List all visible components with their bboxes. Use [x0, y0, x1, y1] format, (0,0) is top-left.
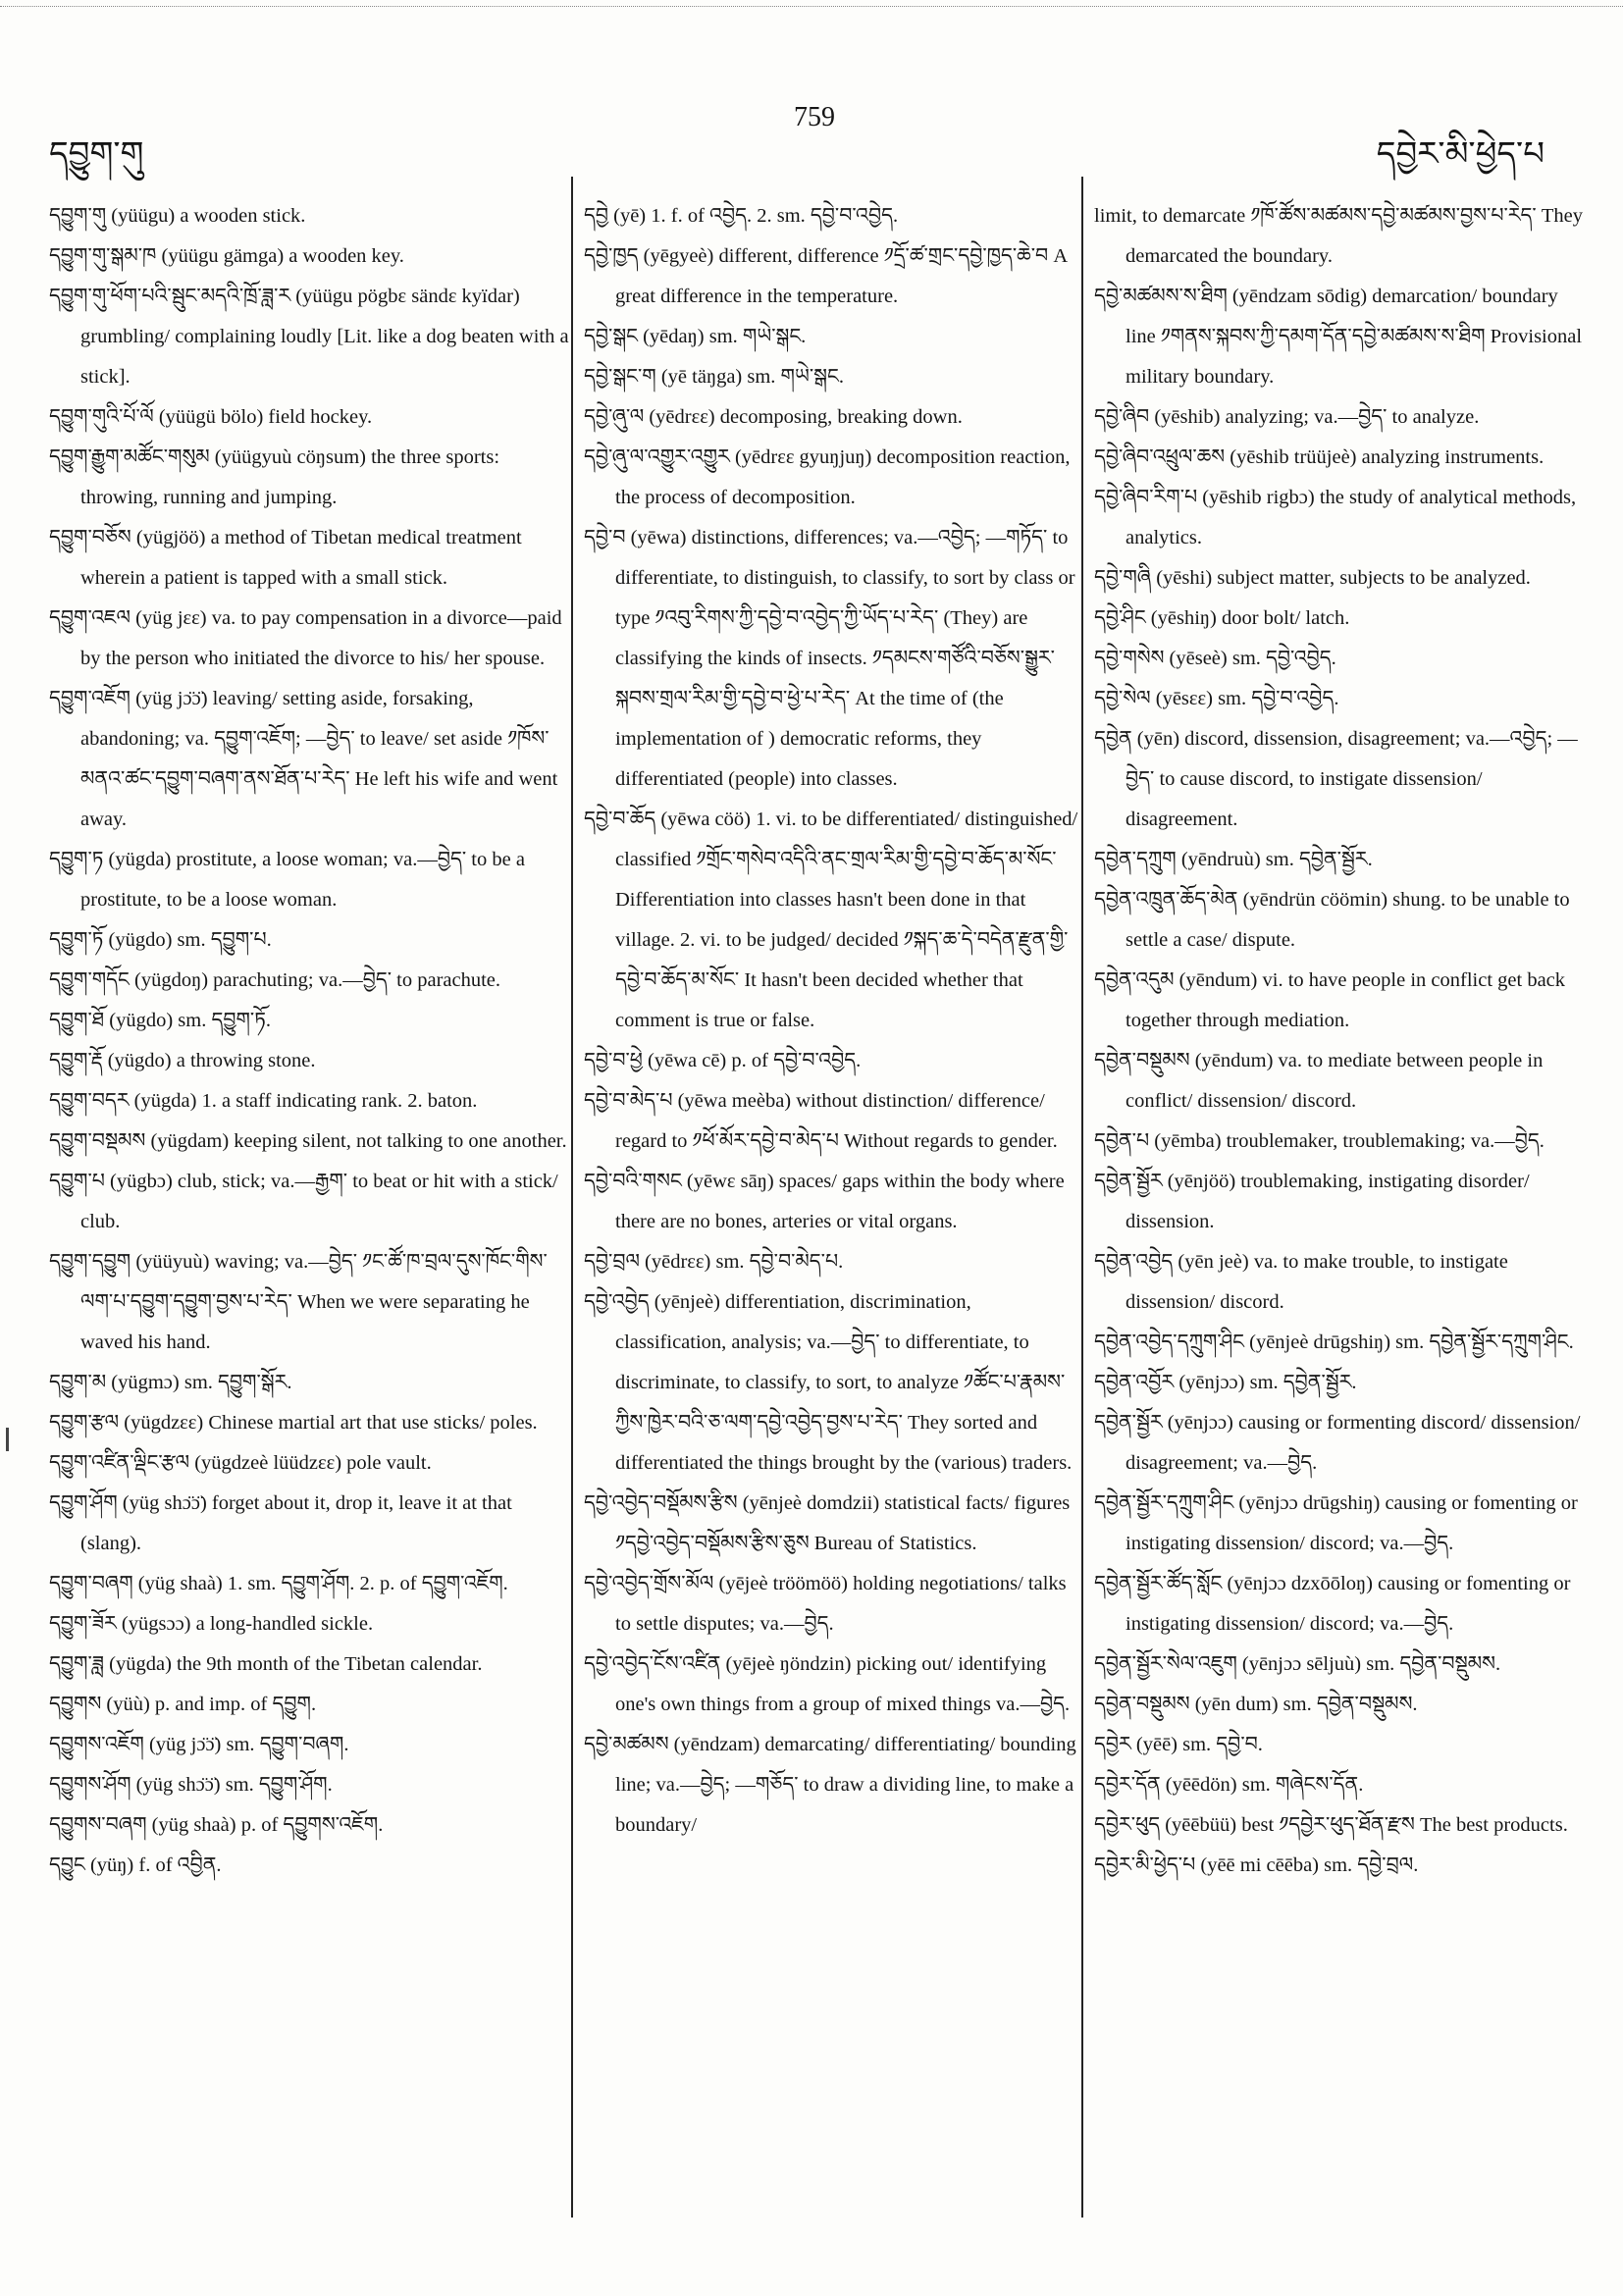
dictionary-entry: དབྱེན་དཀྲུག (yēndruù) sm. དབྱེན་སྦྱོར.	[1094, 849, 1373, 870]
dictionary-entry: དབྱེར་མི་ཕྱེད་པ (yēē mi cēēba) sm. དབྱེ་བྲལ.	[1094, 1854, 1419, 1876]
dictionary-entry: དབྱུག་འཛིན་ལྡིང་རྩལ (yügdzeè lüüdzɛɛ) pole vault.	[49, 1452, 432, 1474]
dictionary-entry: དབྱེར་དོན (yēēdön) sm. གཞེངས་དོན.	[1094, 1774, 1364, 1796]
dictionary-entry: དབྱེ་བ་ཆོད (yēwa cöö) 1. vi. to be differentiated/ distinguished/ classified ༡གྲོང་གསེབ་འདིའི་ནང་གྲལ་རིམ་གྱི་དབྱེ་བ་ཆོད་མ་སོང་ Differentiation into classes hasn't been done in that village. 2. vi. to be judged/ decided ༡སྐད་ཆ་དེ་བདེན་རྫུན་གྱི་དབྱེ་བ་ཆོད་མ་སོང་ It hasn't been decided whether that comment is true or false.	[584, 809, 1078, 1031]
dictionary-entry: དབྱེ་གཞི (yēshi) subject matter, subjects to be analyzed.	[1094, 567, 1531, 589]
dictionary-entry: དབྱུག་རྡོ (yügdo) a throwing stone.	[49, 1050, 316, 1071]
dictionary-entry: དབྱེ་ཤིང (yēshiŋ) door bolt/ latch.	[1094, 607, 1350, 629]
dictionary-entry: དབྱེན་འདུམ (yēndum) vi. to have people in conflict get back together through mediation.	[1094, 969, 1566, 1031]
dictionary-entry: དབྱུག་མ (yügmɔ) sm. དབྱུག་སྒོར.	[49, 1372, 292, 1393]
dictionary-entry: དབྱེན་འབྱེད་དཀྲུག་ཤིང (yēnjeè drūgshiŋ) sm. དབྱེན་སྦྱོར་དཀྲུག་ཤིང.	[1094, 1331, 1574, 1353]
dictionary-entry: དབྱུག་འཇོག (yüg jɔ̈ɔ̈) leaving/ setting aside, forsaking, abandoning; va. དབྱུག་འཇོག; —བྱེད་ to leave/ set aside ༡ཁོས་མནའ་ཚང་དབྱུག་བཞག་ནས་ཐོན་པ་རེད་ He left his wife and went away.	[49, 688, 558, 830]
dictionary-entry: དབྱུག་བཅོས (yügjöö) a method of Tibetan medical treatment wherein a patient is tapped with a small stick.	[49, 527, 522, 589]
dictionary-entry: དབྱེ་འབྱེད་ངོས་འཛིན (yējeè ŋöndzin) picking out/ identifying one's own things from a group of mixed things va.—བྱེད.	[584, 1653, 1071, 1715]
dictionary-entry: དབྱེན་འཁྲུན་ཆོད་མེན (yēndrün cöömin) shung. to be unable to settle a case/ dispute.	[1094, 889, 1570, 951]
dictionary-entry: དབྱེན་སྦྱོར་ཚོད་སློང (yēnjɔɔ dzxōōloŋ) causing or fomenting or instigating dissension/ discord; va.—བྱེད.	[1094, 1573, 1571, 1635]
dictionary-entry: དབྱེ་སེལ (yēsɛɛ) sm. དབྱེ་བ་འབྱེད.	[1094, 688, 1339, 709]
dictionary-entry: དབྱུག་རྒྱུག་མཚོང་གསུམ (yüügyuù cöŋsum) the three sports: throwing, running and jumping.	[49, 446, 500, 508]
column-divider	[1081, 177, 1083, 2218]
dictionary-entry: དབྱུག་དབྱུག (yüüyuù) waving; va.—བྱེད་ ༡ང་ཚོ་ཁ་བྲལ་དུས་ཁོང་གིས་ལག་པ་དབྱུག་དབྱུག་བྱས་པ་རེད་ When we were separating he waved his hand.	[49, 1251, 548, 1353]
dictionary-entry: དབྱེན་སྦྱོར (yēnjɔɔ) causing or formenting discord/ dissension/ disagreement; va.—བྱེད.	[1094, 1412, 1581, 1474]
dictionary-entry: དབྱུགས་ཤོག (yüg shɔ̈ɔ̈) sm. དབྱུག་ཤོག.	[49, 1774, 333, 1796]
dictionary-entry: དབྱུགས་བཞག (yüg shaà) p. of དབྱུགས་འཇོག.	[49, 1814, 384, 1836]
margin-mark	[6, 1428, 9, 1451]
dictionary-entry: དབྱེར (yēē) sm. དབྱེ་བ.	[1094, 1734, 1263, 1755]
dictionary-entry: དབྱུག་ཤོག (yüg shɔ̈ɔ̈) forget about it, drop it, leave it at that (slang).	[49, 1492, 512, 1554]
dictionary-entry: དབྱེ་བའི་གསང (yēwɛ sāŋ) spaces/ gaps within the body where there are no bones, arteries or vital organs.	[584, 1171, 1065, 1232]
dictionary-entry: དབྱེ་མཚམས (yēndzam) demarcating/ differentiating/ bounding line; va.—བྱེད; —གཅོད་ to draw a dividing line, to make a boundary/	[584, 1734, 1076, 1836]
dictionary-entry: དབྱུག་ཟོར (yügsɔɔ) a long-handled sickle.	[49, 1613, 374, 1635]
dictionary-entry: དབྱུག་བདར (yügda) 1. a staff indicating rank. 2. baton.	[49, 1090, 478, 1112]
dictionary-entry: དབྱེན་སྦྱོར་དཀྲུག་ཤིང (yēnjɔɔ drūgshiŋ) causing or fomenting or instigating dissension/ discord; va.—བྱེད.	[1094, 1492, 1578, 1554]
dictionary-entry: དབྱེན་བསྡུམས (yēn dum) sm. དབྱེན་བསྡུམས.	[1094, 1694, 1418, 1715]
dictionary-entry: དབྱེ་ཞུ་ལ་འགྱུར་འགྱུར (yēdrɛɛ gyuŋjuŋ) decomposition reaction, the process of decomposition.	[584, 446, 1071, 508]
dictionary-entry: དབྱེ་ཞུ་ལ (yēdrɛɛ) decomposing, breaking down.	[584, 406, 963, 428]
dictionary-entry: དབྱུག་གུའི་པོ་ལོ (yüügü bölo) field hockey.	[49, 406, 373, 428]
dictionary-entry: དབྱེ་ཞིབ་འཕྲུལ་ཆས (yēshib trüüjeè) analyzing instruments.	[1094, 446, 1544, 468]
dictionary-entry: དབྱེན་སྦྱོར་སེལ་འཇུག (yēnjɔɔ sēljuù) sm. དབྱེན་བསྡུམས.	[1094, 1653, 1501, 1675]
scan-top-edge	[0, 6, 1623, 8]
dictionary-entry: དབྱེ (yē) 1. f. of འབྱེད. 2. sm. དབྱེ་བ་འབྱེད.	[584, 205, 899, 227]
dictionary-entry: དབྱེན་སྦྱོར (yēnjöö) troublemaking, instigating disorder/ dissension.	[1094, 1171, 1530, 1232]
dictionary-entry: དབྱེན་བསྡུམས (yēndum) va. to mediate between people in conflict/ dissension/ discord.	[1094, 1050, 1544, 1112]
running-head-left: དབྱུག་གུ	[49, 134, 144, 174]
dictionary-entry: དབྱུགས (yüù) p. and imp. of དབྱུག.	[49, 1694, 317, 1715]
dictionary-entry: དབྱེ་ཁྱད (yēgyeè) different, difference ༡དྲོ་ཚ་གྲང་དབྱེ་ཁྱད་ཆེ་བ A great difference in the temperature.	[584, 245, 1068, 307]
dictionary-entry: དབྱེ་བ་ཕྱེ (yēwa cē) p. of དབྱེ་བ་འབྱེད.	[584, 1050, 862, 1071]
dictionary-entry: དབྱུག་ཐོ (yügdo) sm. དབྱུག་ཏོ.	[49, 1010, 271, 1031]
dictionary-entry: དབྱུག་གུ་ཕོག་པའི་སྦུང་མདའི་ཁྲོ་ཟླ་ར (yüügu pögbɛ sändɛ kyïdar) grumbling/ complaining loudly [Lit. like a dog beaten with a stick].	[49, 286, 569, 388]
dictionary-entry: དབྱེ་ཞིབ་རིག་པ (yēshib rigbɔ) the study of analytical methods, analytics.	[1094, 487, 1577, 548]
dictionary-entry: དབྱེན་པ (yēmba) troublemaker, troublemaking; va.—བྱེད.	[1094, 1130, 1544, 1152]
dictionary-entry: དབྱུག་ཏ (yügda) prostitute, a loose woman; va.—བྱེད་ to be a prostitute, to be a loose woman.	[49, 849, 525, 911]
dictionary-entry: དབྱེ་འབྱེད (yēnjeè) differentiation, discrimination, classification, analysis; va.—བྱེད་ to differentiate, to discriminate, to classify, to sort, to analyze ༡ཚོང་པ་རྣམས་ཀྱིས་ཁྱེར་བའི་ཅ་ལག་དབྱེ་འབྱེད་བྱས་པ་རེད་ They sorted and differentiated the things brought by the (various) traders.	[584, 1291, 1073, 1474]
dictionary-entry: དབྱུག་གུ (yüügu) a wooden stick.	[49, 205, 306, 227]
dictionary-entry: དབྱུགས་འཇོག (yüg jɔ̈ɔ̈) sm. དབྱུག་བཞག.	[49, 1734, 349, 1755]
dictionary-entry: དབྱེན་འབྱེད (yēn jeè) va. to make trouble, to instigate dissension/ discord.	[1094, 1251, 1508, 1313]
dictionary-entry: དབྱེ་སྒང་ག (yē täŋga) sm. གཡེ་སྒང.	[584, 366, 844, 388]
dictionary-entry: དབྱེ་འབྱེད་བསྡོམས་རྩིས (yēnjeè domdzii) statistical facts/ figures ༡དབྱེ་འབྱེད་བསྡོམས་རྩིས་ཅུས Bureau of Statistics.	[584, 1492, 1071, 1554]
dictionary-entry: དབྱེ་བ (yēwa) distinctions, differences; va.—འབྱེད; —གཏོད་ to differentiate, to distinguish, to classify, to sort by class or type ༡འབུ་རིགས་ཀྱི་དབྱེ་བ་འབྱེད་ཀྱི་ཡོད་པ་རེད་ (They) are classifying the kinds of insects. ༡དམངས་གཙོའི་བཅོས་སྒྱུར་སྐབས་གྲལ་རིམ་གྱི་དབྱེ་བ་ཕྱེ་པ་རེད་ At the time of (the implementation of ) democratic reforms, they differentiated (people) into classes.	[584, 527, 1075, 790]
dictionary-entry: དབྱུག་གུ་སྒམ་ཁ (yüügu gämga) a wooden key.	[49, 245, 404, 267]
dictionary-entry: དབྱེ་ཞིབ (yēshib) analyzing; va.—བྱེད་ to analyze.	[1094, 406, 1480, 428]
dictionary-entry: དབྱུང (yüŋ) f. of འབྱིན.	[49, 1854, 222, 1876]
dictionary-entry: limit, to demarcate ༡ཁོ་ཚོས་མཚམས་དབྱེ་མཚམས་བྱས་པ་རེད་ They demarcated the boundary.	[1094, 205, 1583, 267]
dictionary-entry: དབྱུག་ཏོ (yügdo) sm. དབྱུག་པ.	[49, 929, 272, 951]
dictionary-entry: དབྱུག་བསྡམས (yügdam) keeping silent, not talking to one another.	[49, 1130, 567, 1152]
dictionary-entry: དབྱེན (yēn) discord, dissension, disagreement; va.—འབྱེད; —བྱེད་ to cause discord, to instigate dissension/ disagreement.	[1094, 728, 1578, 830]
dictionary-entry: དབྱེ་གསེས (yēseè) sm. དབྱེ་འབྱེད.	[1094, 648, 1336, 669]
running-head-right: དབྱེར་མི་ཕྱེད་པ	[1376, 134, 1544, 174]
dictionary-entry: དབྱེར་ཕུད (yēēbüü) best ༡དབྱེར་ཕུད་ཐོན་རྫས The best products.	[1094, 1814, 1568, 1836]
dictionary-entry: དབྱེན་འབྱོར (yēnjɔɔ) sm. དབྱེན་སྦྱོར.	[1094, 1372, 1357, 1393]
dictionary-entry: དབྱེ་མཚམས་ས་ཐིག (yēndzam sōdig) demarcation/ boundary line ༡གནས་སྐབས་ཀྱི་དམག་དོན་དབྱེ་མཚམས་ས་ཐིག Provisional military boundary.	[1094, 286, 1583, 388]
dictionary-entry: དབྱུག་པ (yügbɔ) club, stick; va.—རྒྱག་ to beat or hit with a stick/ club.	[49, 1171, 558, 1232]
dictionary-entry: དབྱུག་ཟླ (yügda) the 9th month of the Tibetan calendar.	[49, 1653, 483, 1675]
column-3	[1094, 196, 1585, 1886]
column-2	[584, 196, 1079, 1846]
dictionary-entry: དབྱེ་སྒང (yēdaŋ) sm. གཡེ་སྒང.	[584, 326, 807, 347]
dictionary-entry: དབྱེ་བ་མེད་པ (yēwa meèba) without distinction/ difference/ regard to ༡ཕོ་མོར་དབྱེ་བ་མེད་པ Without regards to gender.	[584, 1090, 1058, 1152]
dictionary-entry: དབྱུག་གདོང (yügdoŋ) parachuting; va.—བྱེད་ to parachute.	[49, 969, 501, 991]
column-1	[49, 196, 569, 1886]
column-divider	[571, 177, 573, 2218]
dictionary-entry: དབྱུག་རྩལ (yügdzɛɛ) Chinese martial art that use sticks/ poles.	[49, 1412, 538, 1434]
dictionary-entry: དབྱེ་འབྱེད་གྲོས་མོལ (yējeè tröömöö) holding negotiations/ talks to settle disputes; va.—བྱེད.	[584, 1573, 1067, 1635]
dictionary-entry: དབྱུག་བཞག (yüg shaà) 1. sm. དབྱུག་ཤོག. 2. p. of དབྱུག་འཇོག.	[49, 1573, 508, 1594]
dictionary-entry: དབྱེ་བྲལ (yēdrɛɛ) sm. དབྱེ་བ་མེད་པ.	[584, 1251, 844, 1273]
dictionary-entry: དབྱུག་འཇལ (yüg jɛɛ) va. to pay compensation in a divorce—paid by the person who initiated the divorce to his/ her spouse.	[49, 607, 562, 669]
page-number: 759	[794, 102, 835, 132]
